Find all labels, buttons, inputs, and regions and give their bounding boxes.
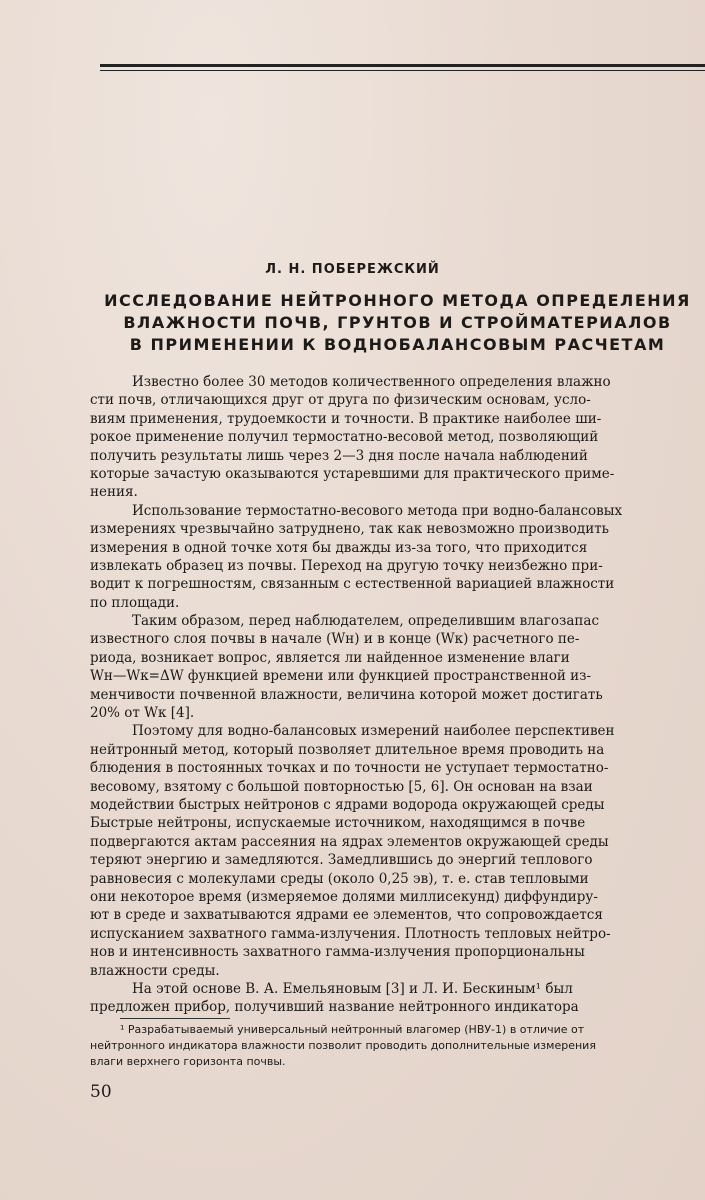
header-rule [100,64,705,67]
body-line: виям применения, трудоемкости и точности. В практике наиболее ши- [90,410,602,427]
article-body [90,373,705,1017]
footnote-line: ¹ Разрабатываемый универсальный нейтронный влагомер (НВУ-1) в отличие от [120,1023,585,1036]
body-line: рокое применение получил термостатно-весовой метод, позволяющий [90,429,599,446]
body-line: равновесия с молекулами среды (около 0,25 эв), т. е. став тепловыми [90,870,589,887]
body-line: Быстрые нейтроны, испускаемые источником, находящимся в почве [90,815,586,832]
body-line: весовому, взятому с большой повторностью [5, 6]. Он основан на взаи [90,778,593,795]
body-line: блюдения в постоянных точках и по точности не уступает термостатно- [90,760,609,777]
body-line: по площади. [90,594,180,611]
page-number: 50 [90,1082,112,1102]
body-line: известного слоя почвы в начале (Wн) и в конце (Wк) расчетного пе- [90,631,580,648]
body-line: ют в среде и захватываются ядрами ее элементов, что сопровождается [90,907,603,924]
body-line: сти почв, отличающихся друг от друга по физическим основам, усло- [90,392,591,409]
body-line: Использование термостатно-весового метода при водно-балансовых [132,502,623,519]
body-line: они некоторое время (измеряемое долями миллисекунд) диффундиру- [90,888,598,905]
body-line: предложен прибор, получивший название нейтронного индикатора [90,999,579,1016]
title-line: В ПРИМЕНЕНИИ К ВОДНОБАЛАНСОВЫМ РАСЧЕТАМ [129,335,666,354]
footnote [90,1022,705,1070]
title-line: ИССЛЕДОВАНИЕ НЕЙТРОННОГО МЕТОДА ОПРЕДЕЛЕНИЯ [104,291,691,310]
body-line: менчивости почвенной влажности, величина которой может достигать [90,686,603,703]
body-line: Wн—Wк=ΔW функцией времени или функцией пространственной из- [90,668,592,685]
footnote-rule [120,1018,230,1019]
body-line: 20% от Wк [4]. [90,705,195,722]
body-line: Поэтому для водно-балансовых измерений наиболее перспективен [132,723,615,740]
body-line: Известно более 30 методов количественного определения влажно [132,374,611,390]
body-line: нейтронный метод, который позволяет длительное время проводить на [90,741,605,758]
body-line: теряют энергию и замедляются. Замедлившись до энергий теплового [90,852,593,869]
body-line: которые зачастую оказываются устаревшими для практического приме- [90,465,615,482]
body-line: риода, возникает вопрос, является ли найденное изменение влаги [90,649,570,666]
footnote-line: нейтронного индикатора влажности позволит проводить дополнительные измерения [90,1039,596,1052]
body-line: получить результаты лишь через 2—3 дня после начала наблюдений [90,447,588,464]
header-rule-thin [100,70,705,71]
footnote-line: влаги верхнего горизонта почвы. [90,1055,286,1068]
body-line: измерения в одной точке хотя бы дважды из-за того, что приходится [90,539,588,556]
title-line: ВЛАЖНОСТИ ПОЧВ, ГРУНТОВ И СТРОЙМАТЕРИАЛОВ [123,313,672,332]
body-line: влажности среды. [90,962,220,979]
author-name: Л. Н. ПОБЕРЕЖСКИЙ [265,262,440,277]
body-line: нов и интенсивность захватного гамма-излучения пропорциональны [90,944,585,961]
body-line: испусканием захватного гамма-излучения. Плотность тепловых нейтро- [90,925,611,942]
body-line: Таким образом, перед наблюдателем, определившим влагозапас [132,613,600,630]
body-line: извлекать образец из почвы. Переход на другую точку неизбежно при- [90,557,603,574]
body-line: На этой основе В. А. Емельяновым [3] и Л. И. Бескиным¹ был [132,980,573,997]
article-title [95,290,700,356]
body-line: модействии быстрых нейтронов с ядрами водорода окружающей среды [90,796,605,813]
body-line: подвергаются актам рассеяния на ядрах элементов окружающей среды [90,833,609,850]
body-line: водит к погрешностям, связанным с естественной вариацией влажности [90,576,615,593]
body-line: нения. [90,484,138,501]
body-line: измерениях чрезвычайно затруднено, так как невозможно производить [90,521,610,538]
